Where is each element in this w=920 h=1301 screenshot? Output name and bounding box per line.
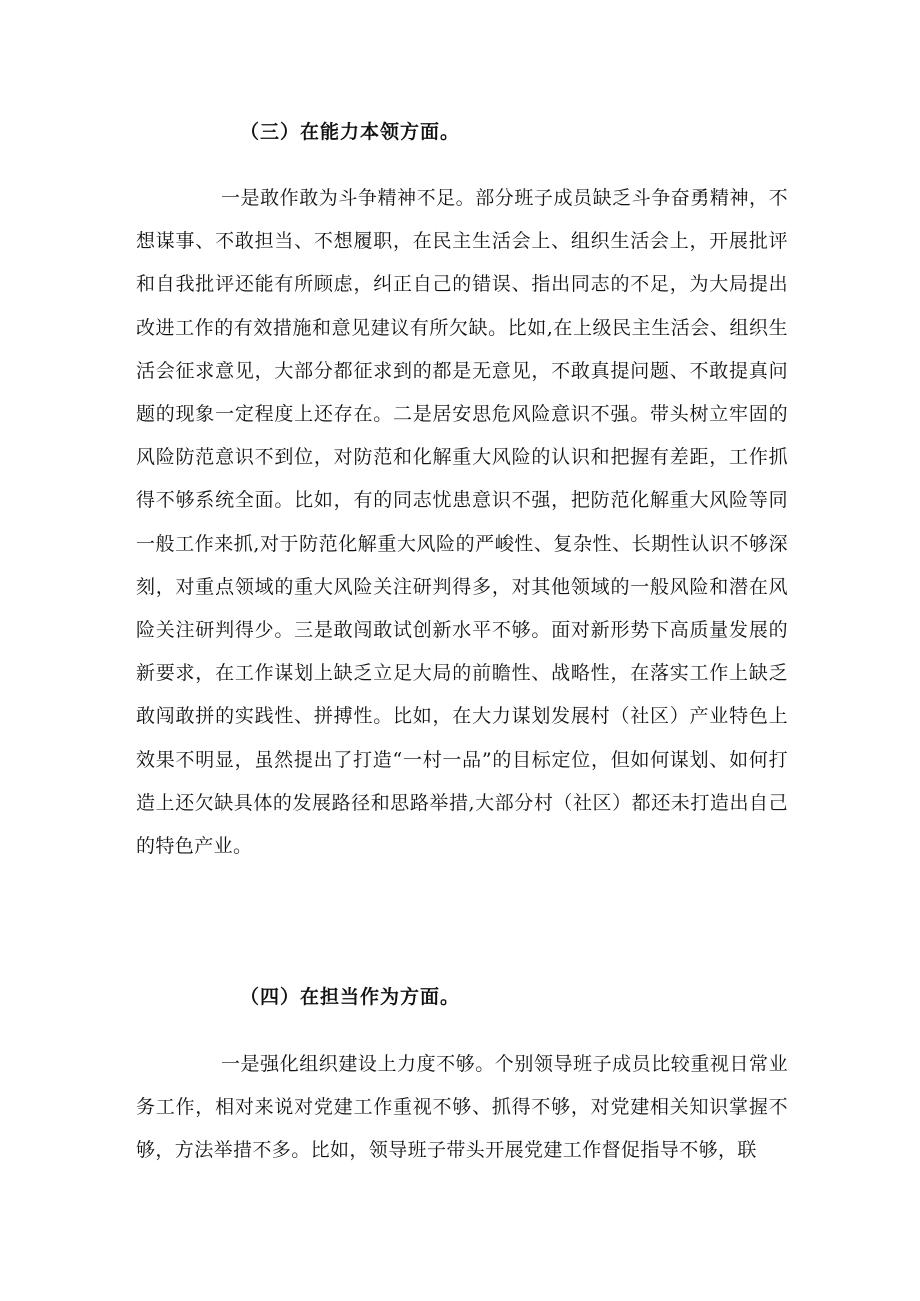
section-body-ability: 一是敢作敢为斗争精神不足。部分班子成员缺乏斗争奋勇精神，不想谋事、不敢担当、不想履职，在民主生活会上、组织生活会上，开展批评和自我批评还能有所顾虑，纠正自己的错误、指出同志的不足，为大局提出改进工作的有效措施和意见建议有所欠缺。比如,在上级民主生活会、组织生活会征求意见，大部分都征求到的都是无意见，不敢真提问题、不敢提真问题的现象一定程度上还存在。二是居安思危风险意识不强。带头树立牢固的风险防范意识不到位，对防范和化解重大风险的认识和把握有差距，工作抓得不够系统全面。比如，有的同志忧患意识不强，把防范化解重大风险等同一般工作来抓,对于防范化解重大风险的严峻性、复杂性、长期性认识不够深刻，对重点领域的重大风险关注研判得多，对其他领域的一般风险和潜在风险关注研判得少。三是敢闯敢试创新水平不够。面对新形势下高质量发展的新要求，在工作谋划上缺乏立足大局的前瞻性、战略性，在落实工作上缺乏敢闯敢拼的实践性、拼搏性。比如，在大力谋划发展村（社区）产业特色上效果不明显，虽然提出了打造“一村一品”的目标定位，但如何谋划、如何打造上还欠缺具体的发展路径和思路举措,大部分村（社区）都还未打造出自己的特色产业。 xyxy=(136,187,788,858)
section-body-responsibility: 一是强化组织建设上力度不够。个别领导班子成员比较重视日常业务工作，相对来说对党建工作重视不够、抓得不够，对党建相关知识掌握不够，方法举措不多。比如，领导班子带头开展党建工作督促指导不够，联 xyxy=(136,1053,788,1162)
section-heading-ability: （三）在能力本领方面。 xyxy=(240,121,461,143)
section-heading-responsibility: （四）在担当作为方面。 xyxy=(240,986,461,1008)
